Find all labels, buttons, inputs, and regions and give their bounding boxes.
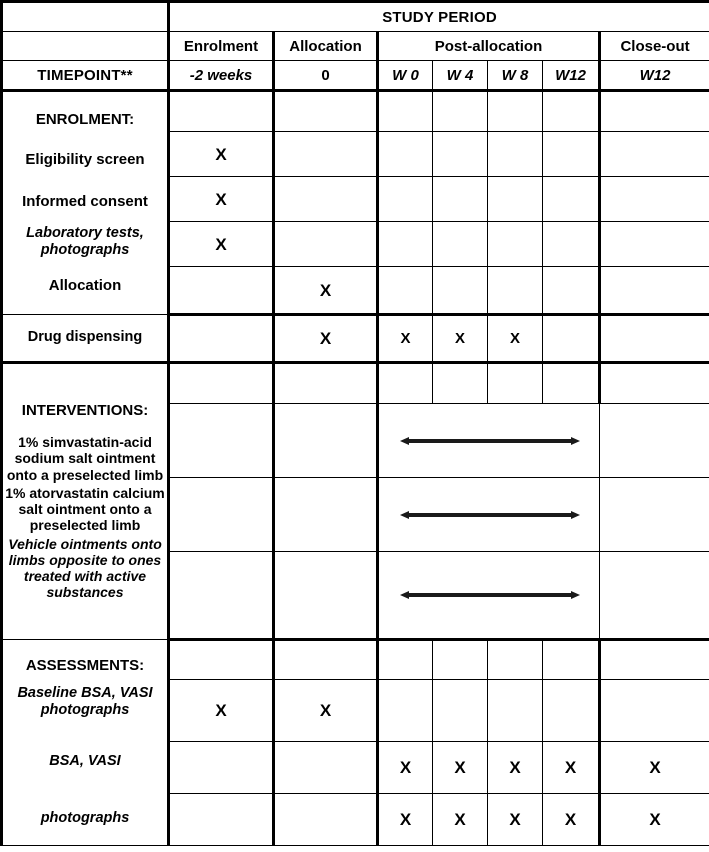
mark-drug-allocation: X [274, 315, 378, 363]
mark-labtests-enrolment: X [169, 222, 274, 267]
cell-interventions-heading-w12 [543, 363, 600, 404]
cell-enrolment-heading-enrolment [169, 91, 274, 132]
cell-interventions-heading-w8 [488, 363, 543, 404]
mark-baseline-allocation: X [274, 680, 378, 742]
phase-close-out: Close-out [600, 32, 709, 61]
mark-drug-w12 [543, 315, 600, 363]
timepoint-w12-closeout: W12 [600, 61, 709, 91]
bar-simvastatin-post-allocation [378, 404, 600, 478]
header-row-phases [2, 32, 709, 61]
mark-photographs-w0: X [378, 794, 433, 846]
timepoint-allocation: 0 [274, 61, 378, 91]
mark-eligibility-allocation [274, 132, 378, 177]
cell-interventions-heading-allocation [274, 363, 378, 404]
cell-interventions-heading-closeout [600, 363, 709, 404]
mark-baseline-w8 [488, 680, 543, 742]
bar-vehicle-enrolment [169, 552, 274, 640]
mark-consent-allocation [274, 177, 378, 222]
cell-assessments-heading-enrolment [169, 640, 274, 680]
mark-labtests-allocation [274, 222, 378, 267]
mark-drug-w0: X [378, 315, 433, 363]
mark-eligibility-w8 [488, 132, 543, 177]
mark-drug-closeout [600, 315, 709, 363]
header-corner-blank [2, 2, 169, 32]
mark-drug-w4: X [433, 315, 488, 363]
cell-assessments-heading-w12 [543, 640, 600, 680]
cell-enrolment-heading-w12 [543, 91, 600, 132]
cell-assessments-heading-closeout [600, 640, 709, 680]
mark-consent-w12 [543, 177, 600, 222]
mark-allocation-enrolment [169, 267, 274, 315]
cell-enrolment-heading-closeout [600, 91, 709, 132]
phase-post-allocation: Post-allocation [378, 32, 600, 61]
mark-photographs-w12: X [543, 794, 600, 846]
cell-assessments-heading-w0 [378, 640, 433, 680]
mark-allocation-closeout [600, 267, 709, 315]
enrolment-section-labels [2, 91, 169, 315]
mark-consent-w8 [488, 177, 543, 222]
mark-eligibility-w4 [433, 132, 488, 177]
cell-enrolment-heading-w4 [433, 91, 488, 132]
cell-interventions-heading-w4 [433, 363, 488, 404]
mark-eligibility-closeout [600, 132, 709, 177]
mark-photographs-allocation [274, 794, 378, 846]
bar-atorvastatin-post-allocation [378, 478, 600, 552]
timepoint-w8: W 8 [488, 61, 543, 91]
bar-atorvastatin-allocation [274, 478, 378, 552]
mark-bsavasi-w0: X [378, 742, 433, 794]
phase-allocation: Allocation [274, 32, 378, 61]
bar-vehicle-allocation [274, 552, 378, 640]
phase-enrolment: Enrolment [169, 32, 274, 61]
duration-arrow-icon [379, 508, 600, 522]
row-enrolment-heading [2, 91, 709, 132]
enrolment-item-label-allocation: Allocation [48, 277, 122, 295]
table-row-drug-dispensing [2, 315, 709, 363]
bar-simvastatin-allocation [274, 404, 378, 478]
mark-baseline-enrolment: X [169, 680, 274, 742]
enrolment-heading: ENROLMENT: [35, 111, 135, 129]
mark-eligibility-w0 [378, 132, 433, 177]
mark-drug-enrolment [169, 315, 274, 363]
intervention-label-vehicle: Vehicle ointments onto limbs opposite to ones treated with active substances [8, 535, 162, 601]
enrolment-item-label-eligibility: Eligibility screen [25, 150, 145, 168]
timepoint-w0: W 0 [378, 61, 433, 91]
header-row-timepoint [2, 61, 709, 91]
assessments-heading: ASSESSMENTS: [25, 657, 145, 675]
bar-simvastatin-enrolment [169, 404, 274, 478]
mark-bsavasi-w12: X [543, 742, 600, 794]
mark-allocation-allocation: X [274, 267, 378, 315]
assessment-label-photographs: photographs [40, 810, 130, 827]
timepoint-w12-post: W12 [543, 61, 600, 91]
header-row-study-period [2, 2, 709, 32]
timepoint-label: TIMEPOINT** [2, 61, 169, 91]
cell-enrolment-heading-w0 [378, 91, 433, 132]
mark-consent-w4 [433, 177, 488, 222]
assessment-label-baseline: Baseline BSA, VASI photographs [17, 685, 153, 719]
mark-labtests-w4 [433, 222, 488, 267]
cell-interventions-heading-enrolment [169, 363, 274, 404]
mark-consent-closeout [600, 177, 709, 222]
intervention-label-simvastatin: 1% simvastatin-acid sodium salt ointment onto a preselected limb [6, 434, 164, 483]
intervention-label-atorvastatin: 1% atorvastatin calcium salt ointment onto a preselected limb [5, 484, 165, 534]
row-assessments-heading [2, 640, 709, 680]
mark-labtests-w8 [488, 222, 543, 267]
bar-vehicle-closeout [600, 552, 709, 640]
mark-photographs-w4: X [433, 794, 488, 846]
cell-enrolment-heading-allocation [274, 91, 378, 132]
mark-baseline-w4 [433, 680, 488, 742]
mark-baseline-w0 [378, 680, 433, 742]
mark-drug-w8: X [488, 315, 543, 363]
bar-atorvastatin-closeout [600, 478, 709, 552]
mark-photographs-w8: X [488, 794, 543, 846]
mark-eligibility-w12 [543, 132, 600, 177]
timepoint-w4: W 4 [433, 61, 488, 91]
bar-vehicle-post-allocation [378, 552, 600, 640]
cell-assessments-heading-w4 [433, 640, 488, 680]
mark-bsavasi-enrolment [169, 742, 274, 794]
cell-assessments-heading-allocation [274, 640, 378, 680]
header-phase-blank [2, 32, 169, 61]
mark-allocation-w8 [488, 267, 543, 315]
mark-photographs-enrolment [169, 794, 274, 846]
mark-photographs-closeout: X [600, 794, 709, 846]
cell-assessments-heading-w8 [488, 640, 543, 680]
mark-bsavasi-closeout: X [600, 742, 709, 794]
mark-bsavasi-w4: X [433, 742, 488, 794]
mark-labtests-w12 [543, 222, 600, 267]
mark-baseline-w12 [543, 680, 600, 742]
duration-arrow-icon [379, 588, 600, 602]
mark-allocation-w12 [543, 267, 600, 315]
mark-bsavasi-allocation [274, 742, 378, 794]
timepoint-enrolment: -2 weeks [169, 61, 274, 91]
bar-simvastatin-closeout [600, 404, 709, 478]
mark-allocation-w4 [433, 267, 488, 315]
mark-labtests-w0 [378, 222, 433, 267]
mark-consent-enrolment: X [169, 177, 274, 222]
mark-consent-w0 [378, 177, 433, 222]
mark-labtests-closeout [600, 222, 709, 267]
duration-arrow-icon [379, 434, 600, 448]
assessment-label-bsa-vasi: BSA, VASI [49, 753, 121, 770]
cell-interventions-heading-w0 [378, 363, 433, 404]
drug-dispensing-label: Drug dispensing [2, 315, 169, 363]
row-interventions-heading [2, 363, 709, 404]
enrolment-item-label-labtests: Laboratory tests, photographs [26, 225, 144, 259]
interventions-section-labels [2, 363, 169, 640]
mark-bsavasi-w8: X [488, 742, 543, 794]
mark-allocation-w0 [378, 267, 433, 315]
assessments-section-labels [2, 640, 169, 846]
study-period-header: STUDY PERIOD [169, 2, 709, 32]
enrolment-item-label-consent: Informed consent [22, 193, 148, 211]
cell-enrolment-heading-w8 [488, 91, 543, 132]
interventions-heading: INTERVENTIONS: [21, 402, 149, 420]
mark-eligibility-enrolment: X [169, 132, 274, 177]
bar-atorvastatin-enrolment [169, 478, 274, 552]
mark-baseline-closeout [600, 680, 709, 742]
